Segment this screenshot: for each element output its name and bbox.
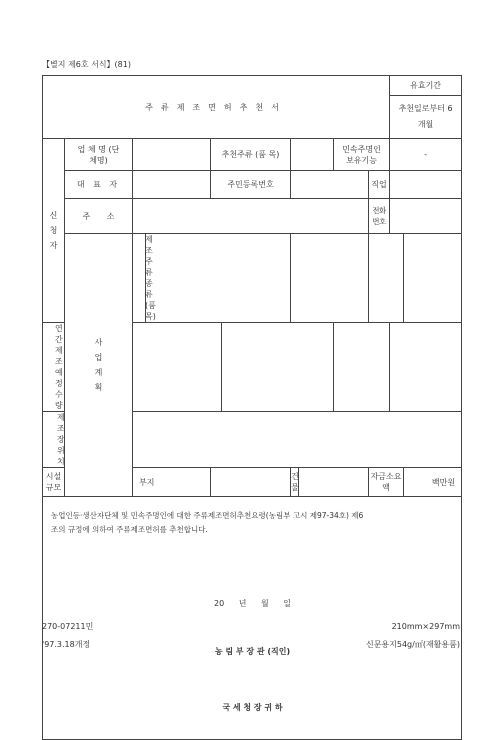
annual-volume-field-1[interactable] xyxy=(133,323,222,412)
resident-number-label: 주민등록번호 xyxy=(211,171,291,199)
liquor-type-field-1[interactable] xyxy=(146,234,291,323)
liquor-type-field-4[interactable] xyxy=(404,234,462,323)
funds-unit[interactable]: 백만원 xyxy=(404,468,462,497)
validity-label: 유효기간 xyxy=(390,76,462,96)
plant-location-field[interactable] xyxy=(133,412,462,468)
job-label: 직업 xyxy=(369,171,390,199)
job-field[interactable] xyxy=(390,171,462,199)
liquor-type-field-3[interactable] xyxy=(369,234,404,323)
annual-volume-field-2[interactable] xyxy=(222,323,334,412)
folk-liquor-value[interactable]: - xyxy=(390,139,462,171)
plant-location-label: 제 조 장 위 치 xyxy=(43,412,65,468)
validity-value: 추천일로부터 6개월 xyxy=(390,96,462,139)
annual-volume-label: 연간제조 예정수량 xyxy=(43,323,65,412)
company-name-field[interactable] xyxy=(133,139,211,171)
building-field[interactable] xyxy=(299,468,369,497)
facility-label: 시설규모 xyxy=(43,468,65,497)
funds-label: 자금소요액 xyxy=(369,468,404,497)
statement-line-2: 조의 규정에 의하여 주류제조면허를 추천합니다. xyxy=(51,525,208,534)
recommendation-statement-box xyxy=(43,497,462,740)
paper-size: 210mm×297mm xyxy=(391,622,460,631)
business-plan-section-label: 사업계획 xyxy=(65,234,133,497)
liquor-type-label: 제조주류 종류(품목) xyxy=(133,234,146,323)
recipient: 국 세 청 장 귀 하 xyxy=(222,703,283,712)
representative-field[interactable] xyxy=(133,171,211,199)
land-label: 부지 xyxy=(133,468,211,497)
date-line: 20 년 월 일 xyxy=(214,599,291,608)
land-field[interactable] xyxy=(211,468,291,497)
building-label: 건물 xyxy=(291,468,299,497)
folk-liquor-label: 민속주명인 보유기능 xyxy=(334,139,390,171)
recommended-liquor-label: 추천주류 (품 목) xyxy=(211,139,291,171)
address-label: 주 소 xyxy=(65,199,133,234)
company-name-label: 업 체 명 (단체명) xyxy=(65,139,133,171)
liquor-type-field-2[interactable] xyxy=(291,234,369,323)
applicant-section-label: 신청자 xyxy=(43,139,65,323)
signer: 농 림 부 장 관 (직인) xyxy=(214,647,291,656)
annual-volume-field-4[interactable] xyxy=(390,323,462,412)
statement-line-1: 농업인등·생산자단체 및 민속주명인에 대한 주류제조면허추천요령(농림부 고시 제97-34호) 제6 xyxy=(51,511,364,520)
resident-number-field[interactable] xyxy=(291,171,369,199)
recommended-liquor-field[interactable] xyxy=(291,139,334,171)
representative-label: 대 표 자 xyxy=(65,171,133,199)
form-title: 주류제조면허추천서 xyxy=(43,76,390,139)
phone-label: 전화번호 xyxy=(369,199,390,234)
paper-spec: 신문용지54g/㎡(재활용품) xyxy=(365,640,460,649)
phone-field[interactable] xyxy=(390,199,462,234)
annual-volume-field-3[interactable] xyxy=(334,323,390,412)
revision-date: '97.3.18개정 xyxy=(42,640,91,649)
form-code: 270-07211민 xyxy=(42,622,94,631)
form-header: 【별지 제6호 서식】(81) xyxy=(42,60,131,69)
address-field[interactable] xyxy=(133,199,369,234)
